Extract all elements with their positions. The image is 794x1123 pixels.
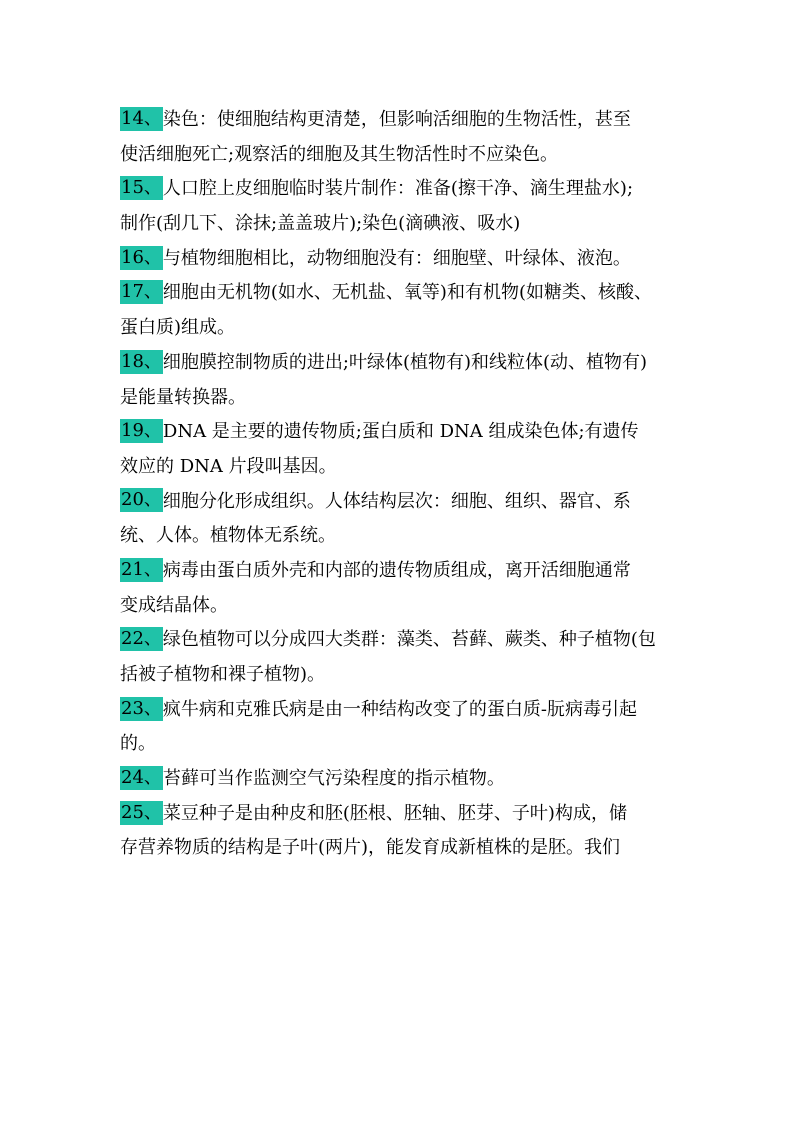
item-18-line-1: [120, 346, 690, 381]
item-21-line-2: [120, 589, 690, 624]
item-text: 变成结晶体。: [120, 594, 228, 616]
item-number: 17、: [121, 281, 162, 303]
item-text: 括被子植物和裸子植物)。: [120, 664, 326, 685]
item-number: 23、: [121, 697, 162, 719]
item-text: 蛋白质)组成。: [120, 317, 236, 339]
item-15-line-1: [120, 172, 690, 207]
item-21-line-1: [120, 554, 690, 589]
item-14-line-1: [120, 103, 690, 138]
item-number: 18、: [121, 350, 162, 372]
item-text: 人口腔上皮细胞临时装片制作：准备(擦干净、滴生理盐水);: [162, 178, 634, 200]
item-22-line-2: [120, 658, 690, 693]
item-number: 14、: [121, 107, 162, 129]
item-number: 24、: [121, 766, 162, 788]
item-text: 绿色植物可以分成四大类群：藻类、苔藓、蕨类、种子植物(包: [162, 629, 656, 651]
item-19-line-1: [120, 415, 690, 450]
item-text: 与植物细胞相比，动物细胞没有：细胞壁、叶绿体、液泡。: [162, 247, 631, 269]
item-text: 菜豆种子是由种皮和胚(胚根、胚轴、胚芽、子叶)构成，储: [162, 802, 627, 824]
item-number: 21、: [121, 558, 162, 580]
item-text: 是能量转换器。: [120, 386, 246, 408]
item-23-line-2: [120, 727, 690, 762]
item-text: 效应的 DNA 片段叫基因。: [120, 455, 337, 477]
item-text: 细胞膜控制物质的进出;叶绿体(植物有)和线粒体(动、植物有): [162, 351, 648, 373]
item-number: 20、: [121, 489, 162, 511]
item-20-line-2: [120, 519, 690, 554]
item-text: 疯牛病和克雅氏病是由一种结构改变了的蛋白质-朊病毒引起: [162, 698, 637, 720]
item-text: 统、人体。植物体无系统。: [120, 525, 336, 547]
item-14-line-2: [120, 138, 690, 173]
item-20-line-1: [120, 485, 690, 520]
item-19-line-2: [120, 450, 690, 485]
item-18-line-2: [120, 381, 690, 416]
item-24-line-1: [120, 762, 690, 797]
item-text: 细胞分化形成组织。人体结构层次：细胞、组织、器官、系: [162, 490, 631, 512]
item-text: DNA 是主要的遗传物质;蛋白质和 DNA 组成染色体;有遗传: [162, 421, 639, 443]
item-text: 染色：使细胞结构更清楚，但影响活细胞的生物活性，甚至: [162, 109, 631, 130]
item-25-line-2: [120, 831, 690, 866]
item-text: 使活细胞死亡;观察活的细胞及其生物活性时不应染色。: [120, 143, 559, 165]
item-number: 19、: [121, 420, 162, 442]
item-text: 细胞由无机物(如水、无机盐、氧等)和有机物(如糖类、核酸、: [162, 282, 652, 304]
item-text: 病毒由蛋白质外壳和内部的遗传物质组成，离开活细胞通常: [162, 559, 631, 581]
item-number: 16、: [121, 246, 162, 268]
item-text: 制作(刮几下、涂抹;盖盖玻片);染色(滴碘液、吸水): [120, 213, 521, 235]
item-22-line-1: [120, 623, 690, 658]
item-23-line-1: [120, 693, 690, 728]
item-text: 苔藓可当作监测空气污染程度的指示植物。: [162, 768, 505, 790]
item-15-line-2: [120, 207, 690, 242]
item-text: 存营养物质的结构是子叶(两片)，能发育成新植株的是胚。我们: [120, 837, 621, 859]
item-number: 22、: [121, 628, 162, 650]
item-17-line-1: [120, 276, 690, 311]
document-content: [120, 103, 690, 866]
item-25-line-1: [120, 797, 690, 832]
item-text: 的。: [120, 733, 156, 755]
item-17-line-2: [120, 311, 690, 346]
item-16-line-1: [120, 242, 690, 277]
item-number: 25、: [121, 801, 162, 823]
item-number: 15、: [121, 177, 162, 199]
